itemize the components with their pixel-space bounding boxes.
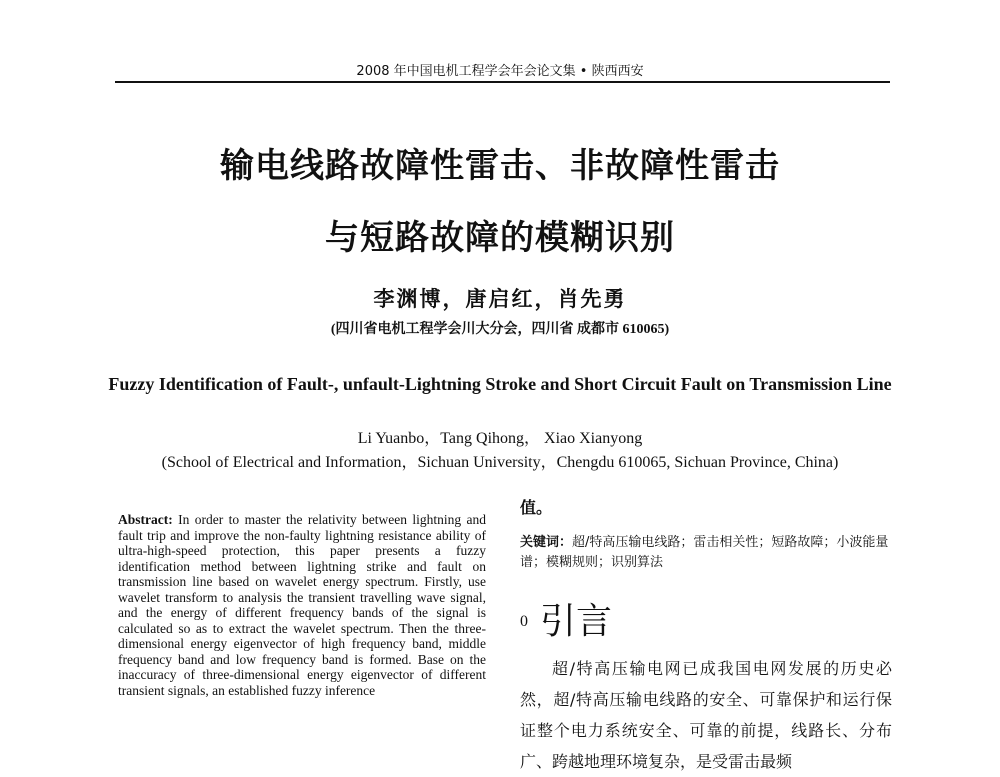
abstract <box>118 512 486 698</box>
running-head: 2008 年中国电机工程学会年会论文集 • 陕西西安 <box>356 64 644 79</box>
intro-paragraph: 超/特高压输电网已成我国电网发展的历史必然，超/特高压输电线路的安全、可靠保护和运行保证整个电力系统安全、可靠的前提，线路长、分布广、跨越地理环境复杂，是受雷击最频 <box>520 659 892 771</box>
english-affiliation: (School of Electrical and Information，Sichuan University，Chengdu 610065, Sichuan Province, China) <box>161 454 839 471</box>
keywords <box>520 533 892 573</box>
section-title: 引言 <box>540 601 613 642</box>
chinese-affiliation: (四川省电机工程学会川大分会，四川省 成都市 610065) <box>330 322 670 337</box>
chinese-title-line-1: 输电线路故障性雷击、非故障性雷击 <box>220 146 780 186</box>
section-number: 0 <box>520 613 528 630</box>
chinese-title-line-2: 与短路故障的模糊识别 <box>325 218 675 258</box>
header-rule <box>115 81 890 83</box>
english-authors: Li Yuanbo，Tang Qihong， Xiao Xianyong <box>357 430 643 447</box>
abstract-label: Abstract: <box>118 512 173 527</box>
keywords-label: 关键词： <box>520 535 573 550</box>
keywords-text: 超/特高压输电线路；雷击相关性；短路故障；小波能量谱；模糊规则；识别算法 <box>520 535 889 570</box>
introduction-text <box>520 653 892 777</box>
chinese-authors: 李渊博，唐启红，肖先勇 <box>373 287 627 311</box>
continued-fragment: 值。 <box>520 498 553 517</box>
english-title: Fuzzy Identification of Fault-, unfault-Lightning Stroke and Short Circuit Fault on Transmission Line <box>108 374 892 394</box>
abstract-text: In order to master the relativity between lightning and fault trip and improve the non-faulty lightning resistance ability of ultra-high-speed protection, this paper presents a fuzzy identification method between lightning strike and fault on transmission line based on wavelet energy spectrum. Firstly, use wavelet transform to analysis the transient travelling wave signal, and the energy of different frequency bands of the signal is calculated so as to extract the wavelet spectrum. Then the three-dimensional energy eigenvector of high frequency band, middle frequency band and low frequency band is formed. Base on the inaccuracy of three-dimensional energy eigenvector of different transient signals, an established fuzzy inference <box>118 512 486 698</box>
